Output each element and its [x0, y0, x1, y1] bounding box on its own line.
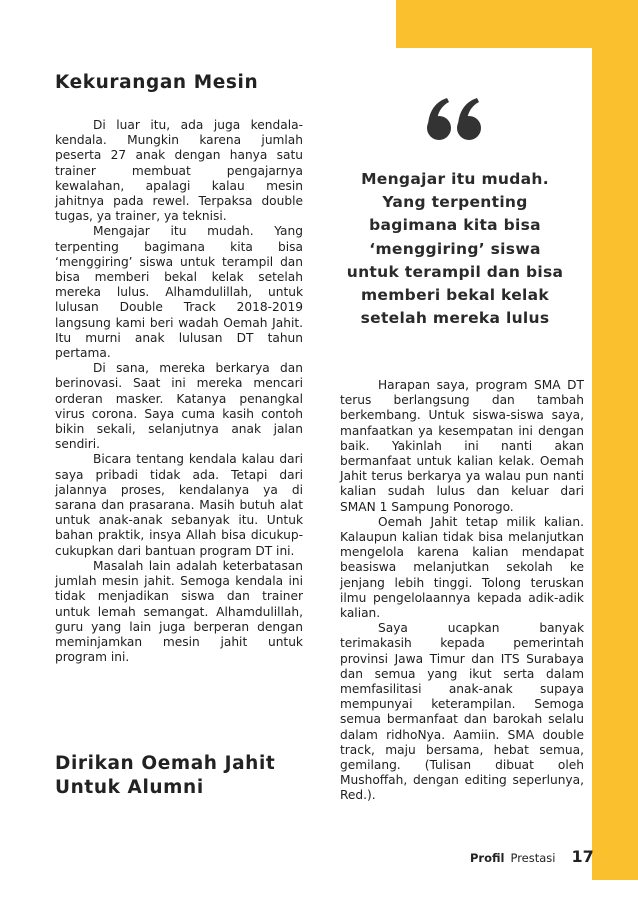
footer-title-label: Prestasi [510, 851, 556, 865]
right-column-text [340, 378, 584, 804]
paragraph: Masalah lain adalah keterbatasan jumlah mesin jahit. Semoga kendala ini tidak menjadikan siswa dan trainer untuk lemah semangat. Alhamdulillah, guru yang lain juga berperan dengan meminjamkan mesin jahit untuk program ini. [55, 558, 303, 665]
section-heading-dirikan-oemah-jahit: Dirikan Oemah Jahit Untuk Alumni [55, 753, 276, 798]
page-number: 17 [571, 847, 594, 866]
paragraph: Di luar itu, ada juga kendala-kendala. Mungkin karena jumlah peserta 27 anak dengan hanya satu trainer membuat pengajarnya kewalahan, apalagi kalau mesin jahitnya pada rewel. Terpaksa double tugas, ya trainer, ya teknisi. [55, 118, 303, 224]
paragraph: Saya ucapkan banyak terimakasih kepada pemerintah provinsi Jawa Timur dan ITS Surabaya dan semua yang ikut serta dalam memfasilitasi anak-anak supaya mempunyai keterampilan. Semoga semua bermanfaat dan barokah selalu dalam ridhoNya. Aamiin. SMA double track, maju bersama, hebat semua, gemilang. (Tulisan dibuat oleh Mushoffah, dengan editing seperlunya, Red.). [340, 621, 584, 803]
decorative-side-bar [592, 0, 638, 880]
pull-quote: Mengajar itu mudah. Yang terpenting bagimana kita bisa ‘menggiring’ siswa untuk terampil dan bisa memberi bekal kelak setelah mereka lulus [346, 170, 564, 328]
paragraph: Oemah Jahit tetap milik kalian. Kalaupun kalian tidak bisa melanjutkan mengelola karena kalian mendapat beasiswa melanjutkan sekolah ke jenjang lebih tinggi. Tolong teruskan ilmu pengelolaannya kepada adik-adik kalian. [340, 514, 584, 621]
left-column-text [55, 118, 303, 665]
paragraph: Harapan saya, program SMA DT terus berlangsung dan tambah berkembang. Untuk siswa-siswa saya, manfaatkan ya kesempatan ini dengan baik. Yakinlah ini nanti akan bermanfaat untuk kalian kelak. Oemah Jahit terus berkarya ya walau pun nanti kalian sudah lulus dan keluar dari SMAN 1 Sampung Ponorogo. [340, 378, 584, 514]
page-footer [470, 847, 594, 866]
paragraph: Di sana, mereka berkarya dan berinovasi. Saat ini mereka mencari orderan masker. Katanya penangkal virus corona. Saya cuma kasih contoh bikin sekali, selanjutnya anak jalan sendiri. [55, 361, 303, 452]
paragraph: Mengajar itu mudah. Yang terpenting bagimana kita bisa ‘menggiring’ siswa untuk terampil dan bisa memberi bekal kelak setelah mereka lulus. Alhamdulillah, untuk lulusan Double Track 2018-2019 langsung kami beri wadah Oemah Jahit. Itu murni anak lulusan DT tahun pertama. [55, 224, 303, 361]
footer-section-label: Profil [470, 851, 505, 865]
section-heading-kekurangan-mesin: Kekurangan Mesin [55, 72, 259, 93]
paragraph: Bicara tentang kendala kalau dari saya pribadi tidak ada. Tetapi dari jalannya proses, kendalanya ya di sarana dan prasarana. Masih butuh alat untuk anak-anak sebanyak itu. Untuk bahan praktik, insya Allah bisa dicukup-cukupkan dari bantuan program DT ini. [55, 452, 303, 558]
quote-mark-icon [425, 96, 485, 142]
